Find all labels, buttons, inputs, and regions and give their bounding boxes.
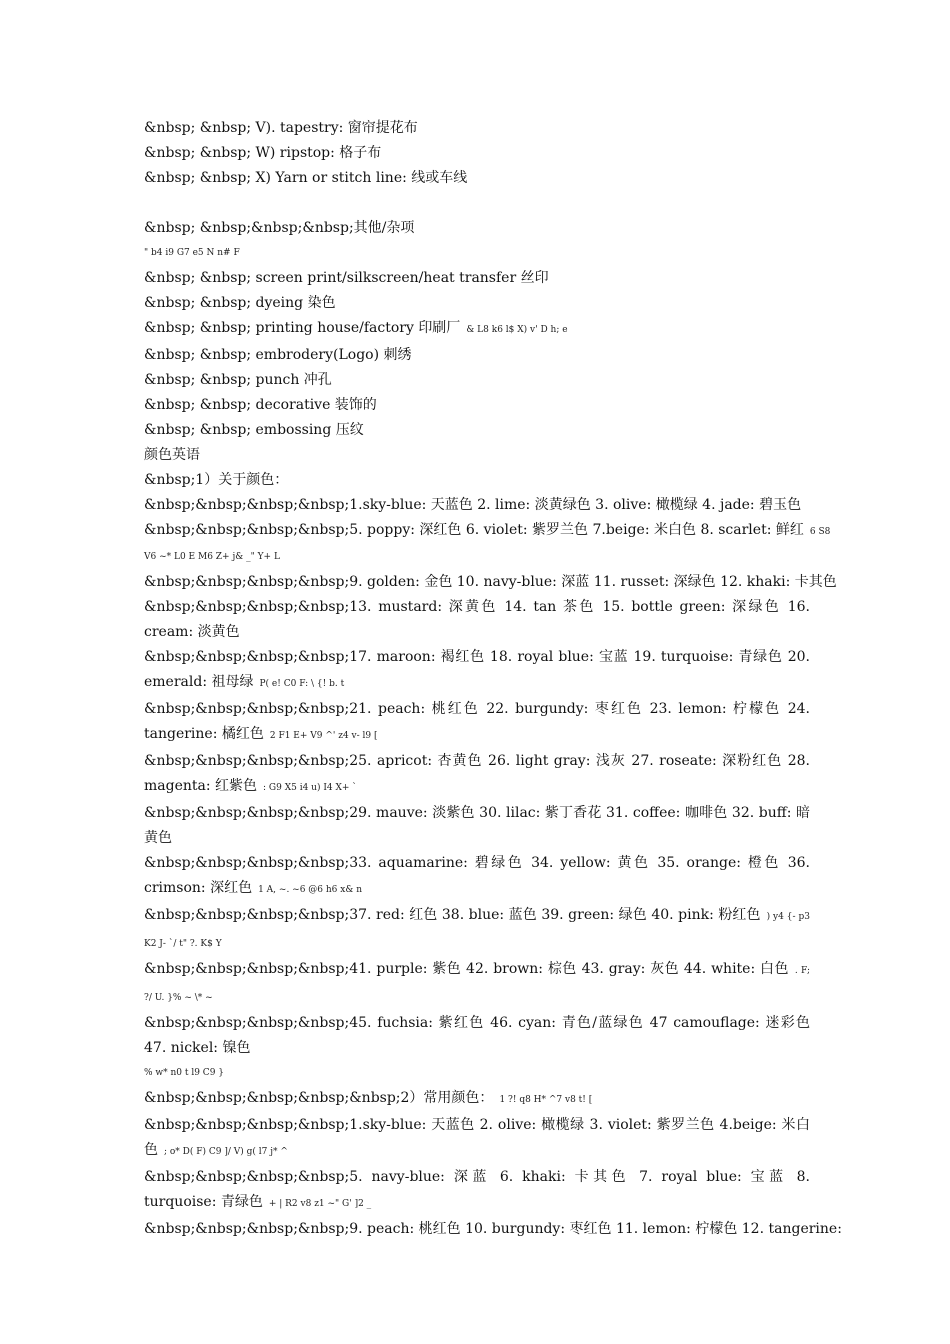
noise-text: ) y4 {- p3 K2 J- `/ t" ?. K$ Y xyxy=(144,912,810,949)
text-line xyxy=(144,418,810,443)
line-text: &nbsp; &nbsp; punch 冲孔 xyxy=(144,372,332,388)
line-text: &nbsp;&nbsp;&nbsp;&nbsp;41. purple: 紫色 42. brown: 棕色 43. gray: 灰色 44. white: 白色 xyxy=(144,961,789,977)
text-line xyxy=(144,316,810,343)
noise-text: 2 F1 E+ V9 ^' z4 v- l9 [ xyxy=(269,731,378,741)
text-line xyxy=(144,1086,810,1113)
noise-text: 6 S8 xyxy=(809,527,831,537)
noise-text: & L8 k6 l$ X) v' D h; e xyxy=(466,325,568,335)
text-line xyxy=(144,241,810,266)
line-text: &nbsp;&nbsp;&nbsp;&nbsp;5. navy-blue: 深蓝 6. khaki: 卡其色 7. royal blue: 宝蓝 8. turquoise: 青绿色 xyxy=(144,1169,810,1210)
noise-text: + | R2 v8 z1 ~" G' ]2 _ xyxy=(268,1199,372,1209)
text-line xyxy=(144,368,810,393)
line-text: &nbsp;&nbsp;&nbsp;&nbsp;1.sky-blue: 天蓝色 2. lime: 淡黄绿色 3. olive: 橄榄绿 4. jade: 碧玉色 xyxy=(144,497,802,513)
line-text: &nbsp; &nbsp; embossing 压纹 xyxy=(144,422,364,438)
line-text: &nbsp;&nbsp;&nbsp;&nbsp;33. aquamarine: 碧绿色 34. yellow: 黄色 35. orange: 橙色 36. crimson: 深红色 xyxy=(144,855,810,896)
line-text: &nbsp; &nbsp; W) ripstop: 格子布 xyxy=(144,145,382,161)
noise-text: : G9 X5 i4 u) I4 X+ ` xyxy=(263,783,357,793)
text-line xyxy=(144,393,810,418)
text-line xyxy=(144,957,810,1011)
line-text: &nbsp;&nbsp;&nbsp;&nbsp;&nbsp;2）常用颜色： xyxy=(144,1090,494,1106)
text-line xyxy=(144,166,810,191)
line-text: &nbsp; &nbsp; dyeing 染色 xyxy=(144,295,336,311)
line-text: % w* n0 t l9 C9 } xyxy=(144,1068,225,1078)
text-line xyxy=(144,291,810,316)
text-line xyxy=(144,1011,810,1061)
text-line xyxy=(144,570,837,595)
line-text: &nbsp; &nbsp; decorative 装饰的 xyxy=(144,397,377,413)
line-text: &nbsp;&nbsp;&nbsp;&nbsp;9. golden: 金色 10. navy-blue: 深蓝 11. russet: 深绿色 12. khaki: 卡其色 xyxy=(144,574,837,590)
line-text: &nbsp; &nbsp; X) Yarn or stitch line: 线或车线 xyxy=(144,170,468,186)
line-text: &nbsp;1）关于颜色： xyxy=(144,472,289,488)
line-text: &nbsp; &nbsp; printing house/factory 印刷厂 xyxy=(144,320,461,336)
line-text: " b4 i9 G7 e5 N n# F xyxy=(144,248,240,258)
text-line xyxy=(144,749,810,801)
line-text: &nbsp;&nbsp;&nbsp;&nbsp;37. red: 红色 38. blue: 蓝色 39. green: 绿色 40. pink: 粉红色 xyxy=(144,907,761,923)
noise-text: 1 ?! q8 H* ^7 v8 t! [ xyxy=(499,1095,593,1105)
noise-text: P( e! C0 F: \ {! b. t xyxy=(259,679,345,689)
line-text: &nbsp; &nbsp; V). tapestry: 窗帘提花布 xyxy=(144,120,418,136)
line-text: &nbsp;&nbsp;&nbsp;&nbsp;17. maroon: 褐红色 18. royal blue: 宝蓝 19. turquoise: 青绿色 20. emerald: 祖母绿 xyxy=(144,649,810,690)
line-text: 颜色英语 xyxy=(144,447,200,463)
text-line xyxy=(144,595,810,645)
text-line xyxy=(144,545,810,570)
text-line xyxy=(144,697,810,749)
text-line xyxy=(144,801,810,851)
line-text: &nbsp; &nbsp; screen print/silkscreen/heat transfer 丝印 xyxy=(144,270,549,286)
line-text: &nbsp;&nbsp;&nbsp;&nbsp;1.sky-blue: 天蓝色 2. olive: 橄榄绿 3. violet: 紫罗兰色 4.beige: 米白色 xyxy=(144,1117,810,1158)
text-line xyxy=(144,116,810,141)
text-line xyxy=(144,468,810,493)
noise-text: ; o* D( F) C9 ]/ V) g( l7 j* ^ xyxy=(164,1147,288,1157)
line-text: &nbsp;&nbsp;&nbsp;&nbsp;9. peach: 桃红色 10. burgundy: 枣红色 11. lemon: 柠檬色 12. tangerine: xyxy=(144,1221,842,1237)
line-text: &nbsp;&nbsp;&nbsp;&nbsp;5. poppy: 深红色 6. violet: 紫罗兰色 7.beige: 米白色 8. scarlet: 鲜红 xyxy=(144,522,804,538)
text-line xyxy=(144,343,810,368)
text-line xyxy=(144,1113,810,1165)
line-text: &nbsp;&nbsp;&nbsp;&nbsp;29. mauve: 淡紫色 30. lilac: 紫丁香花 31. coffee: 咖啡色 32. buff: 暗黄色 xyxy=(144,805,810,846)
text-line xyxy=(144,903,810,957)
text-line xyxy=(144,645,810,697)
text-line xyxy=(144,518,831,545)
text-line xyxy=(144,443,810,468)
text-line xyxy=(144,216,810,241)
blank-line xyxy=(144,191,810,216)
text-line xyxy=(144,1217,842,1242)
text-line xyxy=(144,851,810,903)
line-text: &nbsp; &nbsp;&nbsp;&nbsp;其他/杂项 xyxy=(144,220,415,236)
text-line xyxy=(144,1165,810,1217)
text-line xyxy=(144,1061,810,1086)
line-text: V6 ~* L0 E M6 Z+ j& _" Y+ L xyxy=(144,552,280,562)
line-text: &nbsp;&nbsp;&nbsp;&nbsp;21. peach: 桃红色 22. burgundy: 枣红色 23. lemon: 柠檬色 24. tangerine: 橘红色 xyxy=(144,701,810,742)
line-text: &nbsp;&nbsp;&nbsp;&nbsp;45. fuchsia: 紫红色 46. cyan: 青色/蓝绿色 47 camouflage: 迷彩色 47. nickel: 镍色 xyxy=(144,1015,810,1056)
text-line xyxy=(144,493,810,518)
line-text: &nbsp;&nbsp;&nbsp;&nbsp;25. apricot: 杏黄色 26. light gray: 浅灰 27. roseate: 深粉红色 28. magenta: 红紫色 xyxy=(144,753,810,794)
document-page xyxy=(144,116,842,1242)
line-text: &nbsp;&nbsp;&nbsp;&nbsp;13. mustard: 深黄色 14. tan 茶色 15. bottle green: 深绿色 16. cream: 淡黄色 xyxy=(144,599,810,640)
noise-text: . F; ?/ U. }% ~ \* ~ xyxy=(144,966,810,1003)
noise-text: 1 A, ~. ~6 @6 h6 x& n xyxy=(258,885,363,895)
text-line xyxy=(144,141,810,166)
text-line xyxy=(144,266,810,291)
line-text: &nbsp; &nbsp; embrodery(Logo) 刺绣 xyxy=(144,347,412,363)
